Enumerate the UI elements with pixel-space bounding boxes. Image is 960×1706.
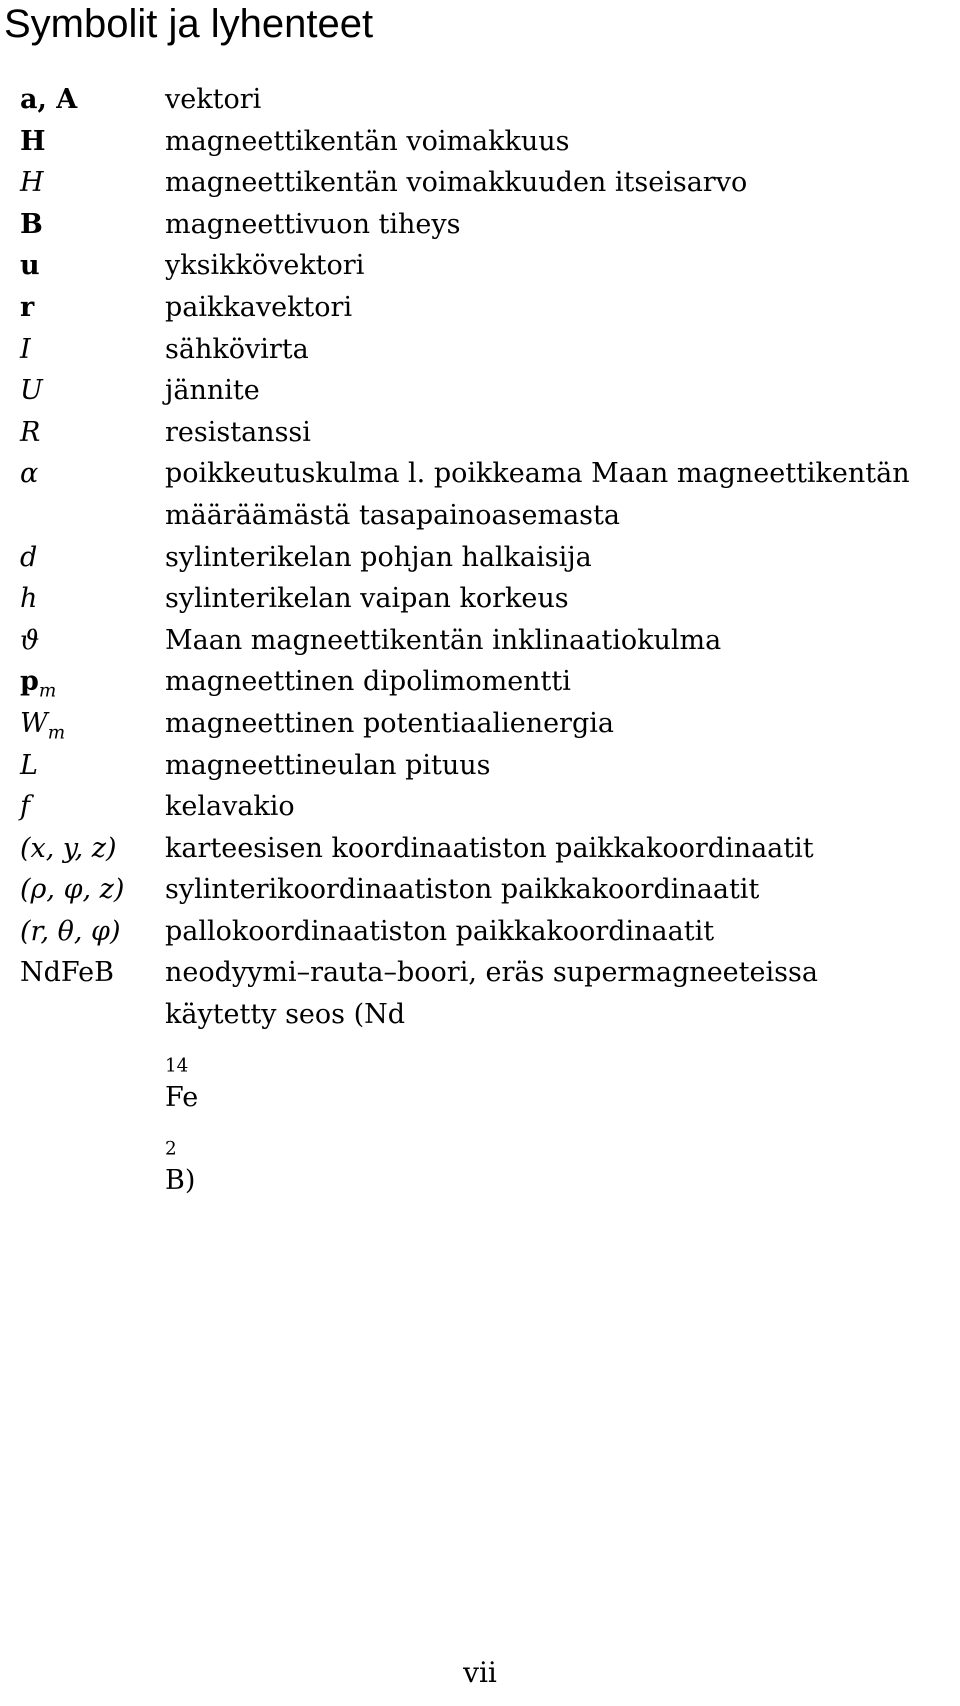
definition: Maan magneettikentän inklinaatiokulma bbox=[165, 624, 722, 656]
definition: neodyymi–rauta–boori, eräs supermagneeteissa käytetty seos (Nd $_{14}$ Fe $_2$ B) bbox=[165, 957, 818, 1197]
symbol: I bbox=[20, 333, 31, 365]
symbol-row bbox=[20, 828, 950, 870]
symbol: H bbox=[20, 167, 44, 199]
symbol: (r, θ, φ) bbox=[20, 915, 121, 947]
definition: magneettikentän voimakkuuden itseisarvo bbox=[165, 167, 748, 199]
symbol-row bbox=[20, 869, 950, 911]
symbol: ϑ bbox=[20, 624, 40, 656]
symbol-row bbox=[20, 204, 950, 246]
symbol: L bbox=[20, 749, 38, 781]
definition: pallokoordinaatiston paikkakoordinaatit bbox=[165, 915, 715, 947]
symbol: NdFeB bbox=[20, 957, 114, 989]
symbol-row bbox=[20, 453, 950, 536]
symbol: (x, y, z) bbox=[20, 832, 117, 864]
symbol-row bbox=[20, 703, 950, 745]
symbol-row bbox=[20, 620, 950, 662]
symbol: α bbox=[20, 458, 39, 490]
symbol-row bbox=[20, 329, 950, 371]
symbol: f bbox=[20, 791, 30, 823]
definition: magneettinen potentiaalienergia bbox=[165, 707, 614, 739]
symbol-row bbox=[20, 287, 950, 329]
definition: sylinterikelan pohjan halkaisija bbox=[165, 541, 592, 573]
symbol: H bbox=[20, 125, 46, 157]
page-title: Symbolit ja lyhenteet bbox=[4, 2, 374, 46]
definition: poikkeutuskulma l. poikkeama Maan magneettikentän määräämästä tasapainoasemasta bbox=[165, 458, 910, 531]
definition: sylinterikelan vaipan korkeus bbox=[165, 583, 569, 615]
definition: yksikkövektori bbox=[165, 250, 365, 282]
symbol: u bbox=[20, 250, 40, 282]
symbol: (ρ, φ, z) bbox=[20, 874, 125, 906]
symbol: R bbox=[20, 416, 41, 448]
symbol-row bbox=[20, 911, 950, 953]
symbol: $W_m$ bbox=[20, 707, 66, 744]
definition: magneettikentän voimakkuus bbox=[165, 125, 570, 157]
symbol-row bbox=[20, 537, 950, 579]
symbol-row bbox=[20, 79, 950, 121]
definition: magneettivuon tiheys bbox=[165, 208, 461, 240]
symbol-row bbox=[20, 412, 950, 454]
definition: kelavakio bbox=[165, 791, 295, 823]
symbol-row bbox=[20, 661, 950, 703]
symbol-row bbox=[20, 578, 950, 620]
definition: magneettinen dipolimomentti bbox=[165, 666, 571, 698]
symbol: a, A bbox=[20, 84, 78, 115]
symbol: B bbox=[20, 208, 43, 240]
definition: magneettineulan pituus bbox=[165, 749, 491, 781]
symbol-row bbox=[20, 245, 950, 287]
symbol: d bbox=[20, 541, 38, 573]
symbol: U bbox=[20, 375, 43, 407]
symbol-row bbox=[20, 745, 950, 787]
symbol: $p_m$ bbox=[20, 666, 57, 702]
symbol-row bbox=[20, 952, 950, 1202]
definition: karteesisen koordinaatiston paikkakoordinaatit bbox=[165, 832, 814, 864]
definition: sähkövirta bbox=[165, 333, 309, 365]
definition: paikkavektori bbox=[165, 291, 353, 323]
symbol-list bbox=[20, 79, 950, 1202]
definition: sylinterikoordinaatiston paikkakoordinaatit bbox=[165, 874, 760, 906]
symbol: h bbox=[20, 583, 38, 615]
symbol-row bbox=[20, 121, 950, 163]
symbol: r bbox=[20, 291, 35, 323]
definition: resistanssi bbox=[165, 416, 311, 448]
page-number: vii bbox=[463, 1656, 497, 1689]
symbol-row bbox=[20, 162, 950, 204]
definition: vektori bbox=[165, 84, 262, 115]
symbol-row bbox=[20, 370, 950, 412]
definition: jännite bbox=[165, 375, 260, 407]
symbol-row bbox=[20, 786, 950, 828]
